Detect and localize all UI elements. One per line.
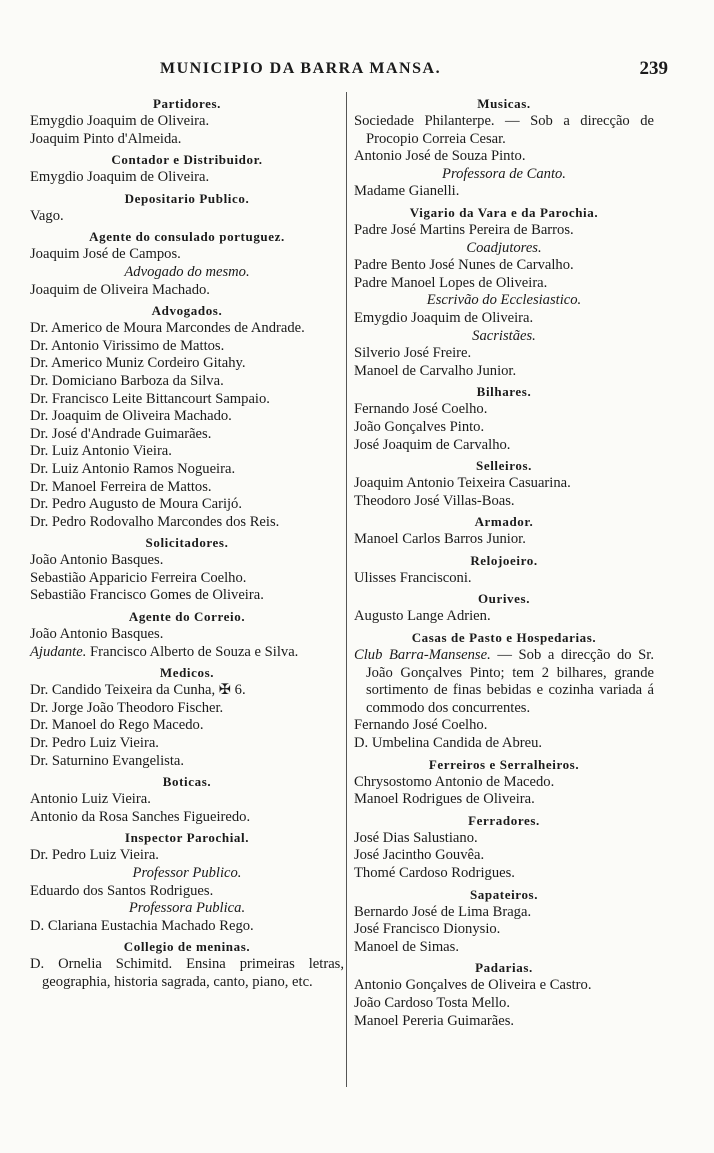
- entry: Emygdio Joaquim de Oliveira.: [30, 113, 210, 129]
- entry: João Gonçalves Pinto.: [354, 418, 485, 435]
- section-title: Bilhares.: [476, 384, 532, 400]
- entry: Dr. Saturnino Evangelista.: [30, 752, 185, 769]
- running-title: MUNICIPIO DA BARRA MANSA.: [160, 60, 442, 77]
- section-partidores: [30, 95, 344, 148]
- section-title: Padarias.: [475, 960, 533, 976]
- entry: Dr. Pedro Augusto de Moura Carijó.: [30, 496, 242, 513]
- entry: Emygdio Joaquim de Oliveira.: [30, 169, 210, 186]
- entry: D. Clariana Eustachia Machado Rego.: [30, 917, 254, 934]
- right-column: [354, 92, 654, 1030]
- section-armador: [354, 513, 654, 549]
- subheading: Coadjutores.: [466, 239, 542, 256]
- section-title: Casas de Pasto e Hospedarias.: [411, 630, 597, 646]
- club-name: Club Barra-Mansense.: [354, 647, 491, 664]
- section-musicas: [354, 95, 654, 201]
- entry: João Cardoso Tosta Mello.: [354, 994, 510, 1011]
- entry: Dr. Americo Muniz Cordeiro Gitahy.: [30, 355, 246, 372]
- page-number: 239: [639, 58, 668, 79]
- entry: Padre José Martins Pereira de Barros.: [354, 221, 574, 238]
- section-correio: [30, 608, 344, 661]
- section-title: Agente do Correio.: [128, 609, 246, 625]
- entry: Manoel Pereria Guimarães.: [354, 1012, 515, 1029]
- section-title: Contador e Distribuidor.: [111, 152, 263, 168]
- section-title: Ferradores.: [468, 812, 540, 828]
- entry: Dr. Americo de Moura Marcondes de Andrade.: [30, 320, 305, 337]
- section-inspector: [30, 829, 344, 935]
- section-casas-pasto: [354, 629, 654, 753]
- section-advogados: [30, 302, 344, 531]
- section-title: Musicas.: [477, 96, 531, 111]
- column-divider: [346, 92, 347, 1087]
- entry: D. Ornelia Schimitd. Ensina primeiras letras, geographia, historia sagrada, canto, piano, etc.: [30, 956, 344, 990]
- entry: Augusto Lange Adrien.: [354, 608, 491, 625]
- entry: Theodoro José Villas-Boas.: [354, 492, 515, 509]
- entry: José Jacintho Gouvêa.: [354, 847, 485, 864]
- entry: Manoel de Carvalho Junior.: [354, 362, 517, 379]
- subheading: Sacristães.: [472, 327, 536, 344]
- entry: Dr. Pedro Luiz Vieira.: [30, 847, 159, 864]
- entry: Sebastião Apparicio Ferreira Coelho.: [30, 569, 247, 586]
- subheading: Advogado do mesmo.: [124, 263, 250, 280]
- entry: Antonio Luiz Vieira.: [30, 791, 151, 808]
- entry: Antonio Gonçalves de Oliveira e Castro.: [354, 977, 592, 994]
- entry: Dr. Manoel do Rego Macedo.: [30, 717, 204, 734]
- club-description: — Sob a direcção do Sr. João Gonçalves Pinto; tem 2 bilhares, grande sortimento de finas bebidas e cozinha variada á commodo dos concurrentes.: [366, 647, 654, 716]
- entry: Vago.: [30, 207, 64, 224]
- section-title: Ferreiros e Serralheiros.: [428, 756, 580, 772]
- section-title: Advogados.: [151, 303, 223, 319]
- section-title: Selleiros.: [476, 458, 532, 474]
- entry: Bernardo José de Lima Braga.: [354, 903, 532, 920]
- entry: Dr. Domiciano Barboza da Silva.: [30, 372, 224, 389]
- section-title: Solicitadores.: [145, 535, 229, 551]
- entry: Padre Manoel Lopes de Oliveira.: [354, 274, 548, 291]
- entry: Joaquim Antonio Teixeira Casuarina.: [354, 475, 571, 492]
- left-column: [30, 92, 344, 992]
- entry: Manoel Carlos Barros Junior.: [354, 531, 526, 548]
- entry: Joaquim Pinto d'Almeida.: [30, 130, 182, 147]
- entry: Manoel Rodrigues de Oliveira.: [354, 791, 535, 808]
- entry: Fernando José Coelho.: [354, 717, 488, 734]
- entry: José Joaquim de Carvalho.: [354, 436, 511, 453]
- subheading: Escrivão do Ecclesiastico.: [426, 292, 582, 309]
- entry: Dr. Jorge João Theodoro Fischer.: [30, 699, 224, 716]
- entry: Dr. Luiz Antonio Ramos Nogueira.: [30, 460, 236, 477]
- section-ourives: [354, 590, 654, 626]
- section-vigario: [354, 204, 654, 380]
- section-ferradores: [354, 812, 654, 883]
- entry: Eduardo dos Santos Rodrigues.: [30, 882, 214, 899]
- entry: Dr. Candido Teixeira da Cunha, ✠ 6.: [30, 682, 246, 699]
- ajudante-name: Francisco Alberto de Souza e Silva.: [90, 643, 299, 660]
- section-ferreiros: [354, 756, 654, 809]
- section-bilhares: [354, 383, 654, 454]
- entry: Sociedade Philanterpe. — Sob a direcção de Procopio Correia Cesar.: [354, 113, 654, 147]
- entry: Emygdio Joaquim de Oliveira.: [354, 309, 534, 326]
- entry: Antonio José de Souza Pinto.: [354, 148, 526, 165]
- section-padarias: [354, 959, 654, 1030]
- section-title: Relojoeiro.: [470, 552, 538, 568]
- entry: Chrysostomo Antonio de Macedo.: [354, 773, 555, 790]
- entry: Dr. Francisco Leite Bittancourt Sampaio.: [30, 390, 270, 407]
- entry: Sebastião Francisco Gomes de Oliveira.: [30, 587, 264, 604]
- entry: Fernando José Coelho.: [354, 401, 488, 418]
- entry: João Antonio Basques.: [30, 552, 164, 569]
- entry: Ulisses Francisconi.: [354, 569, 472, 586]
- section-title: Agente do consulado portuguez.: [89, 229, 285, 245]
- entry: Dr. Pedro Rodovalho Marcondes dos Reis.: [30, 513, 280, 530]
- entry: Manoel de Simas.: [354, 938, 459, 955]
- entry: José Dias Salustiano.: [354, 829, 478, 846]
- entry: Dr. Luiz Antonio Vieira.: [30, 443, 172, 460]
- section-solicitadores: [30, 534, 344, 605]
- section-selleiros: [354, 457, 654, 510]
- entry: Madame Gianelli.: [354, 183, 460, 200]
- ajudante-label: Ajudante.: [30, 643, 87, 660]
- section-relojoeiro: [354, 552, 654, 588]
- entry: Silverio José Freire.: [354, 345, 472, 362]
- section-boticas: [30, 773, 344, 826]
- section-agente-consulado: [30, 228, 344, 299]
- entry: Dr. Pedro Luiz Vieira.: [30, 735, 159, 752]
- section-title: Partidores.: [152, 96, 222, 111]
- section-medicos: [30, 664, 344, 770]
- section-title: Collegio de meninas.: [123, 939, 251, 955]
- subheading: Professora de Canto.: [442, 165, 566, 182]
- page-header: [40, 60, 668, 88]
- entry: Dr. Manoel Ferreira de Mattos.: [30, 478, 212, 495]
- entry: Antonio da Rosa Sanches Figueiredo.: [30, 808, 251, 825]
- entry: Joaquim José de Campos.: [30, 246, 181, 263]
- entry: Thomé Cardoso Rodrigues.: [354, 865, 515, 881]
- subheading: Professora Publica.: [128, 900, 246, 917]
- subheading: Professor Publico.: [132, 865, 242, 881]
- entry: Dr. José d'Andrade Guimarães.: [30, 425, 212, 442]
- entry: Joaquim de Oliveira Machado.: [30, 281, 210, 298]
- entry: Dr. Joaquim de Oliveira Machado.: [30, 408, 232, 425]
- section-title: Medicos.: [159, 665, 215, 681]
- section-contador: [30, 151, 344, 187]
- section-title: Armador.: [474, 514, 534, 530]
- entry: D. Umbelina Candida de Abreu.: [354, 735, 543, 752]
- section-title: Depositario Publico.: [124, 190, 250, 206]
- section-title: Sapateiros.: [469, 886, 539, 902]
- entry: [30, 644, 344, 662]
- section-title: Inspector Parochial.: [124, 830, 250, 846]
- section-depositario: [30, 190, 344, 226]
- section-title: Vigario da Vara e da Parochia.: [409, 204, 599, 220]
- section-title: Boticas.: [162, 774, 212, 790]
- entry: José Francisco Dionysio.: [354, 921, 501, 938]
- section-title: Ourives.: [477, 591, 531, 607]
- entry: João Antonio Basques.: [30, 626, 164, 643]
- entry: Padre Bento José Nunes de Carvalho.: [354, 257, 574, 274]
- entry: Dr. Antonio Virissimo de Mattos.: [30, 337, 225, 354]
- section-sapateiros: [354, 886, 654, 957]
- entry: [354, 647, 654, 717]
- section-collegio: [30, 938, 344, 991]
